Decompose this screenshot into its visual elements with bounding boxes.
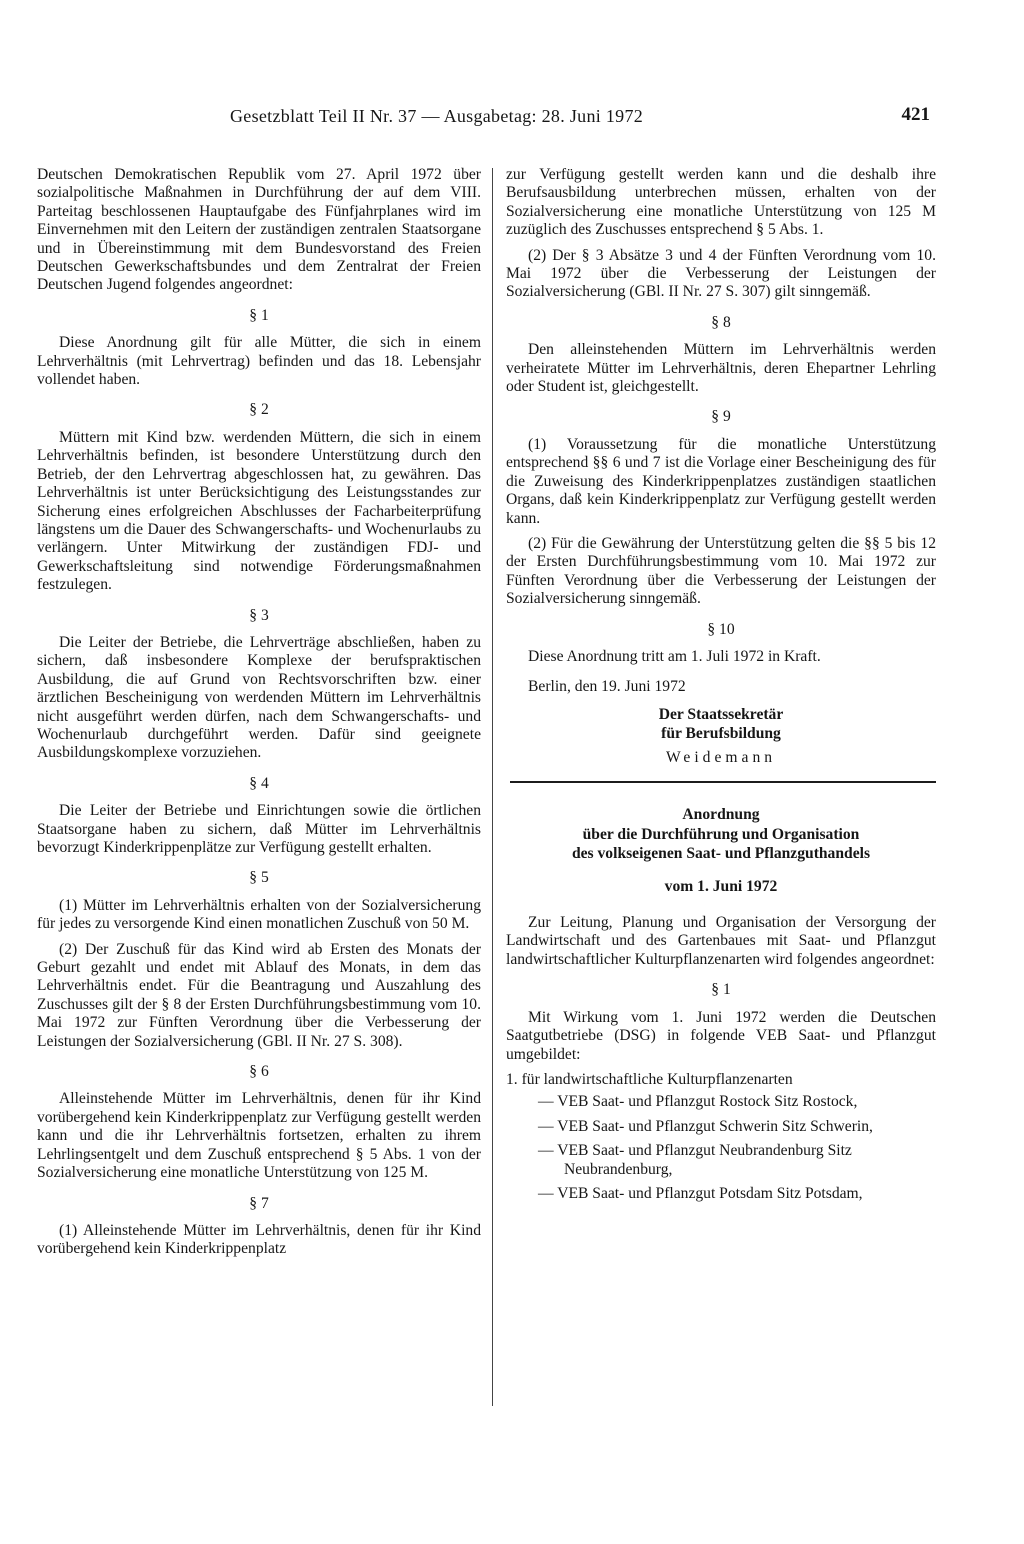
ordinance-title-line-3: des volkseigenen Saat- und Pflanzguthandels (571, 845, 871, 863)
intro-paragraph: Deutschen Demokratischen Republik vom 27. April 1972 über sozialpolitische Maßnahmen in Durchführung der auf dem VIII. Parteitag beschlossenen Hauptaufgabe des Fünfjahrplanes wird im Einvernehmen mit den Leitern der zuständigen zentralen Staatsorgane und in Übereinstimmung mit dem Bundesvorstand des Freien Deutschen Gewerkschaftsbundes und dem Zentralrat der Freien Deutschen Jugend folgendes angeordnet: (37, 166, 481, 294)
section-separator (510, 781, 936, 783)
ordinance-title-line-1: Anordnung (682, 806, 760, 824)
ordinance-preamble: Zur Leitung, Planung und Organisation der Versorgung der Landwirtschaft und des Gartenbaues mit Saat- und Pflanzgut landwirtschaftlicher Kulturpflanzenarten wird folgendes angeordnet: (506, 914, 936, 968)
right-column (506, 166, 936, 1209)
section-7-paragraph-1: (1) Alleinstehende Mütter im Lehrverhältnis, denen für ihr Kind vorübergehend kein Kinderkrippenplatz (37, 1221, 481, 1258)
section-5-paragraph-1: (1) Mütter im Lehrverhältnis erhalten von der Sozialversicherung für jedes zu versorgende Kind einen monatlichen Zuschuß von 50 M. (37, 896, 481, 933)
section-title-8: § 8 (711, 313, 731, 331)
page-header (230, 106, 930, 134)
ordinance-title-line-2: über die Durchführung und Organisation (582, 825, 860, 843)
section-9-paragraph-1: (1) Voraussetzung für die monatliche Unterstützung entsprechend §§ 6 und 7 ist die Vorlage einer Bescheinigung des für die Zuweisung des Kinderkrippenplatzes zuständigen staatlichen Organs, daß kein Kinderkrippenplatz zur Verfügung gestellt werden kann. (506, 435, 936, 527)
column-divider (492, 168, 493, 1406)
section-title-2: § 2 (249, 401, 269, 419)
section-4-text: Die Leiter der Betriebe und Einrichtungen sowie die örtlichen Staatsorgane haben zu sichern, daß Mütter im Lehrverhältnis bevorzugt Kinderkrippenplätze zur Verfügung gestellt erhalten. (37, 802, 481, 856)
list-item: 1. für landwirtschaftliche Kulturpflanzenarten (506, 1070, 793, 1088)
section-title-9: § 9 (711, 408, 731, 426)
ordinance-section-1-text: Mit Wirkung vom 1. Juni 1972 werden die Deutschen Saatgutbetriebe (DSG) in folgende VEB Saat- und Pflanzgut umgebildet: (506, 1008, 936, 1063)
ordinance-title (506, 805, 936, 864)
section-title-4: § 4 (249, 774, 269, 792)
section-1-text: Diese Anordnung gilt für alle Mütter, die sich in einem Lehrverhältnis (mit Lehrvertrag) befinden und das 18. Lebensjahr vollendet haben. (37, 334, 481, 389)
gazette-header-title: Gesetzblatt Teil II Nr. 37 — Ausgabetag: 28. Juni 1972 (230, 106, 644, 126)
signatory-name: Weidemann (665, 748, 777, 766)
section-3-text: Die Leiter der Betriebe, die Lehrverträge abschließen, haben zu sichern, daß insbesondere Komplexe der berufspraktischen Ausbildung, die auf Grund von Rechtsvorschriften bzw. einer ärztlichen Bescheinigung von werdenden Müttern im Lehrverhältnis nicht ausgeführt werden dürfen, nach dem Schwangerschafts- und Wochenurlaub durchgeführt werden. Dafür sind geeignete Ausbildungskomplexe vorzuziehen. (37, 633, 481, 762)
section-title-5: § 5 (249, 869, 269, 887)
section-6-text: Alleinstehende Mütter im Lehrverhältnis, denen für ihr Kind vorübergehend kein Kinderkrippenplatz zur Verfügung gestellt werden kann und die ihr Lehrverhältnis fortsetzen, erhalten zu ihrem Lehrlingsentgelt und dem Zuschuß entsprechend § 5 Abs. 1 von der Sozialversicherung eine monatliche Unterstützung von 125 M. (37, 1090, 481, 1182)
signature-block (506, 705, 936, 743)
section-title-7: § 7 (249, 1194, 269, 1212)
enterprise-item-neubrandenburg: — VEB Saat- und Pflanzgut Neubrandenburg Sitz Neubrandenburg, (538, 1142, 852, 1178)
section-7-continuation: zur Verfügung gestellt werden kann und die deshalb ihre Berufsausbildung unterbrechen müssen, erhalten von der Sozialversicherung eine monatliche Unterstützung von 125 M zuzüglich des Zuschusses entsprechend § 5 Abs. 1. (506, 166, 936, 239)
section-9-paragraph-2: (2) Für die Gewährung der Unterstützung gelten die §§ 5 bis 12 der Ersten Durchführungsbestimmung vom 10. Mai 1972 zur Fünften Verordnung über die Verbesserung der Leistungen der Sozialversicherung sinngemäß. (506, 534, 936, 608)
section-title-10: § 10 (707, 620, 735, 638)
section-8-text: Den alleinstehenden Müttern im Lehrverhältnis werden verheiratete Mütter im Lehrverhältnis, deren Ehepartner Lehrling oder Student ist, gleichgestellt. (506, 341, 936, 396)
enterprise-item-potsdam: — VEB Saat- und Pflanzgut Potsdam Sitz Potsdam, (538, 1184, 863, 1202)
section-2-text: Müttern mit Kind bzw. werdenden Müttern, die sich in einem Lehrverhältnis befinden, ist besondere Unterstützung durch den Betrieb, der den Lehrvertrag abgeschlossen hat, zu gewähren. Das Lehrverhältnis ist unter Berücksichtigung des Leistungsstandes zur Sicherung eines erfolgreichen Abschlusses der Facharbeiterprüfung längstens um die Dauer des Schwangerschafts- und Wochenurlaubs zu verlängern. Unter Mitwirkung der zuständigen FDJ- und Gewerkschaftsleitung sind notwendige Förderungsmaßnahmen festzulegen. (37, 428, 481, 594)
section-title-1: § 1 (249, 306, 269, 324)
enterprise-item-schwerin: — VEB Saat- und Pflanzgut Schwerin Sitz Schwerin, (538, 1117, 873, 1135)
section-title-6: § 6 (249, 1063, 269, 1081)
signatory-title-line-1: Der Staatssekretär (658, 705, 784, 723)
page-number: 421 (901, 104, 930, 125)
enterprise-item-rostock: — VEB Saat- und Pflanzgut Rostock Sitz Rostock, (538, 1093, 858, 1111)
place-and-date: Berlin, den 19. Juni 1972 (528, 678, 686, 696)
section-7-paragraph-2: (2) Der § 3 Absätze 3 und 4 der Fünften Verordnung vom 10. Mai 1972 über die Verbesserung der Leistungen der Sozialversicherung (GBl. II Nr. 27 S. 307) gilt sinngemäß. (506, 246, 936, 301)
ordinance-section-title-1: § 1 (711, 981, 731, 999)
section-10-text: Diese Anordnung tritt am 1. Juli 1972 in Kraft. (528, 647, 821, 665)
signatory-title-line-2: für Berufsbildung (661, 724, 781, 742)
ordinance-date: vom 1. Juni 1972 (664, 877, 778, 895)
section-title-3: § 3 (249, 606, 269, 624)
left-column (37, 166, 481, 1266)
section-5-paragraph-2: (2) Der Zuschuß für das Kind wird ab Ersten des Monats der Geburt gezahlt und endet mit Ablauf des Monats, in dem das Lehrverhältnis endet. Für die Beantragung und Auszahlung des Zuschusses gilt der § 8 der Ersten Durchführungsbestimmung vom 10. Mai 1972 zur Fünften Verordnung über die Verbesserung der Leistungen der Sozialversicherung (GBl. II Nr. 27 S. 308). (37, 940, 481, 1050)
